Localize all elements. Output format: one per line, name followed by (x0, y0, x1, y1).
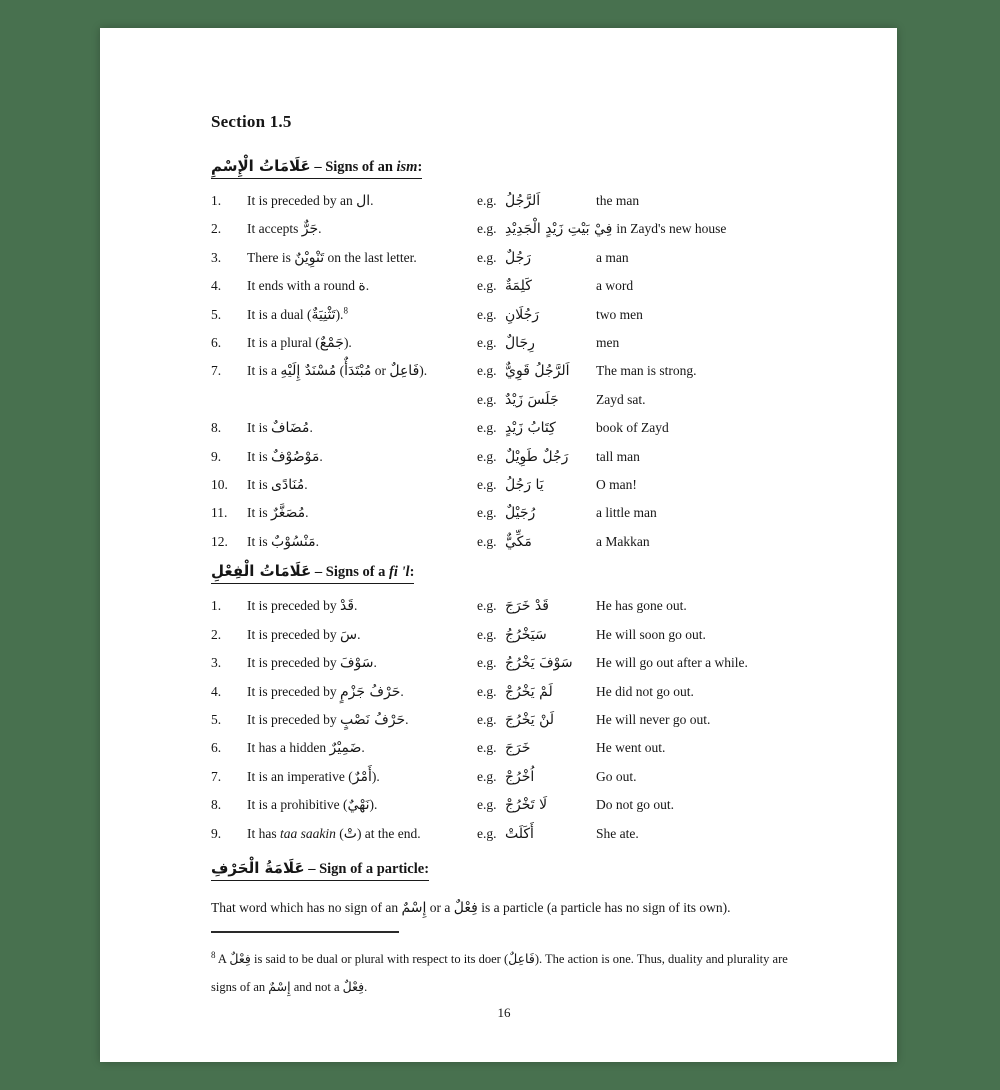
eg-label: e.g. (477, 306, 497, 322)
arabic-example (505, 528, 596, 556)
item-number: 6. (211, 335, 222, 351)
item-number: 11. (211, 505, 228, 521)
table-row (211, 763, 797, 791)
item-number: 9. (211, 825, 222, 841)
item-description: It is an imperative (أَمْرٌ). (247, 768, 380, 785)
eg-label: e.g. (477, 768, 497, 784)
item-description: It is preceded by an ال. (247, 193, 374, 209)
table-row (211, 443, 797, 471)
item-description: It is preceded by سَوْفَ. (247, 655, 377, 672)
page-number: 16 (497, 1004, 511, 1020)
arabic-text: مَوْصُوْفٌ (271, 448, 320, 465)
arabic-example (505, 621, 596, 649)
arabic-text: لَنْ يَخْرُجَ (505, 711, 555, 728)
table-row (211, 734, 797, 762)
item-number: 7. (211, 768, 222, 784)
arabic-example (505, 443, 596, 471)
eg-label: e.g. (477, 825, 497, 841)
item-description: It is مُضَافٌ. (247, 420, 313, 437)
arabic-text: مَنْسُوْبٌ (271, 533, 316, 550)
arabic-text: فَاعِلٌ (389, 363, 420, 380)
item-number: 7. (211, 363, 222, 379)
table-row (211, 791, 797, 819)
arabic-text: سَ (339, 626, 358, 643)
eg-label: e.g. (477, 278, 497, 294)
item-description: It is مَوْصُوْفٌ. (247, 448, 323, 465)
arabic-text: مُبْتَدَأٌ (344, 363, 372, 380)
eg-label: e.g. (477, 533, 497, 549)
item-number: 5. (211, 306, 222, 322)
arabic-text: قَدْ (339, 598, 355, 615)
table-row (211, 272, 797, 300)
item-description: It accepts جَرٌّ. (247, 221, 322, 238)
translation: a word (596, 278, 634, 294)
arabic-text: رُجَيْلٌ (505, 505, 536, 522)
arabic-text: اُخْرُجْ (505, 768, 535, 785)
translation: in Zayd's new house (616, 221, 727, 237)
sections (211, 157, 797, 848)
item-description: It ends with a round ة. (247, 278, 370, 295)
eg-label: e.g. (477, 193, 497, 208)
translation: Do not go out. (596, 797, 675, 813)
arabic-example (505, 820, 596, 848)
item-description: It has a hidden ضَمِيْرٌ. (247, 740, 365, 757)
translation: Zayd sat. (596, 391, 646, 407)
item-number: 12. (211, 533, 228, 549)
arabic-text: سَوْفَ (339, 655, 374, 672)
item-number: 4. (211, 278, 222, 294)
arabic-text: تَثْنِيَةٌ (311, 306, 336, 323)
translation: two men (596, 306, 643, 322)
eg-label: e.g. (477, 626, 497, 642)
arabic-example (505, 678, 596, 706)
eg-label: e.g. (477, 655, 497, 671)
arabic-text: خَرَجَ (505, 740, 531, 757)
arabic-text: أَكَلَتْ (505, 825, 534, 842)
arabic-text: فِعْلٌ (342, 978, 365, 994)
list-section (211, 157, 797, 556)
item-number: 3. (211, 655, 222, 671)
item-description: It is a dual (تَثْنِيَةٌ).$^8$ (247, 305, 348, 323)
arabic-text: رَجُلَانِ (505, 306, 540, 323)
eg-label: e.g. (477, 249, 497, 265)
table-row (211, 187, 797, 215)
arabic-example (505, 386, 596, 414)
table-row (211, 471, 797, 499)
particle-section (211, 848, 797, 922)
footnote (211, 931, 797, 1001)
page-title: Section 1.5 (211, 112, 292, 131)
arabic-example (505, 272, 596, 300)
item-description: It is preceded by حَرْفُ جَزْمٍ. (247, 683, 404, 700)
eg-label: e.g. (477, 740, 497, 756)
table-row (211, 678, 797, 706)
arabic-text: عَلَامَةُ الْحَرْفِ (211, 858, 305, 877)
arabic-example (505, 329, 596, 357)
arabic-text: يَا رَجُلُ (505, 477, 544, 494)
table-row (211, 499, 797, 527)
translation: He went out. (596, 740, 666, 756)
item-number: 4. (211, 683, 222, 699)
eg-label: e.g. (477, 391, 497, 407)
arabic-text: تْ (343, 825, 357, 842)
translation: The man is strong. (596, 363, 697, 379)
arabic-text: جَرٌّ (301, 221, 319, 238)
item-description: There is تَنْوِيْنٌ on the last letter. (247, 249, 417, 266)
arabic-text: مُضَافٌ (271, 420, 310, 437)
table-row (211, 357, 797, 385)
arabic-text: كَلِمَةٌ (505, 278, 532, 295)
item-description: It is مَنْسُوْبٌ. (247, 533, 320, 550)
arabic-text: عَلَامَاتُ الْفِعْلِ (211, 562, 312, 581)
table-row (211, 592, 797, 620)
arabic-text: لَمْ يَخْرُجْ (505, 683, 553, 700)
arabic-text: نَهْيٌ (347, 797, 370, 814)
translation: the man (596, 193, 640, 208)
arabic-example (505, 649, 596, 677)
arabic-text: ضَمِيْرٌ (329, 740, 362, 757)
table-row (211, 621, 797, 649)
arabic-text: مُسْنَدٌ إِلَيْهِ (280, 363, 337, 380)
eg-label: e.g. (477, 420, 497, 436)
arabic-example (505, 471, 596, 499)
arabic-text: حَرْفُ نَصْبٍ (339, 711, 406, 728)
arabic-text: اَلرَّجُلُ (505, 193, 541, 209)
item-number: 1. (211, 193, 222, 208)
translation: Go out. (596, 768, 637, 784)
translation: He has gone out. (596, 598, 687, 614)
footnote-divider (211, 931, 399, 933)
item-description (247, 386, 477, 414)
table-row (211, 244, 797, 272)
arabic-text: رَجُلٌ (505, 249, 532, 266)
item-description: It is preceded by حَرْفُ نَصْبٍ. (247, 711, 409, 728)
eg-label: e.g. (477, 683, 497, 699)
arabic-example (505, 499, 596, 527)
arabic-text: سَوْفَ يَخْرُجُ (505, 655, 573, 672)
item-description: It is مُنَادًى. (247, 477, 308, 494)
arabic-text: إِسْمٌ (401, 899, 427, 916)
item-number: 5. (211, 711, 222, 727)
arabic-text: سَيَخْرُجُ (505, 626, 547, 643)
arabic-text: فِيْ بَيْتِ زَيْدٍ الْجَدِيْدِ (505, 221, 613, 238)
arabic-text: قَدْ خَرَجَ (505, 598, 549, 615)
arabic-example (505, 414, 596, 442)
eg-label: e.g. (477, 711, 497, 727)
eg-label: e.g. (477, 448, 497, 464)
item-number: 8. (211, 797, 222, 813)
arabic-example (505, 592, 596, 620)
item-description: It is a مُسْنَدٌ إِلَيْهِ (مُبْتَدَأٌ or فَاعِلٌ). (247, 363, 428, 380)
item-description: It has taa saakin (تْ) at the end. (247, 825, 421, 842)
translation: He did not go out. (596, 683, 694, 699)
section-heading: عَلَامَاتُ الْفِعْلِ – Signs of a fi 'l: (211, 562, 414, 584)
table-row (211, 386, 797, 414)
arabic-example (505, 357, 596, 385)
arabic-text: حَرْفُ جَزْمٍ (339, 683, 401, 700)
arabic-text: فِعْلٌ (229, 950, 251, 966)
table-row (211, 215, 797, 243)
translation: O man! (596, 477, 637, 493)
arabic-example (505, 215, 616, 243)
item-description: It is a prohibitive (نَهْيٌ). (247, 797, 378, 814)
translation: He will never go out. (596, 711, 711, 727)
arabic-example (505, 706, 596, 734)
table-row (211, 706, 797, 734)
translation: a little man (596, 505, 657, 521)
footnote-text: $^8$ A فِعْلٌ is said to be dual or plural with respect to its doer (فَاعِلٌ). The action is one. Thus, duality and plurality are signs of an إِسْمٌ and not a فِعْلٌ. (211, 949, 788, 994)
table-row (211, 414, 797, 442)
table-row (211, 649, 797, 677)
arabic-text: جَلَسَ زَيْدٌ (505, 391, 559, 408)
item-description: It is مُصَغَّرٌ. (247, 505, 309, 522)
item-number: 6. (211, 740, 222, 756)
item-number: 9. (211, 448, 222, 464)
item-number: 10. (211, 477, 228, 493)
arabic-text: فِعْلٌ (453, 899, 478, 916)
eg-label: e.g. (477, 363, 497, 379)
table-row (211, 528, 797, 556)
arabic-example (505, 301, 596, 329)
item-number: 3. (211, 249, 222, 265)
book-page (100, 28, 897, 1062)
item-number: 1. (211, 598, 222, 614)
list-section (211, 556, 797, 848)
arabic-text: فَاعِلٌ (508, 950, 535, 966)
translation: She ate. (596, 825, 639, 841)
eg-label: e.g. (477, 335, 497, 351)
table-row (211, 329, 797, 357)
arabic-example (505, 734, 596, 762)
translation: a man (596, 249, 629, 265)
item-number: 8. (211, 420, 222, 436)
arabic-example (505, 763, 596, 791)
sign-list (211, 592, 797, 848)
translation: tall man (596, 448, 640, 464)
section-heading: عَلَامَةُ الْحَرْفِ – Sign of a particle: (211, 859, 429, 881)
arabic-text: جَمْعٌ (319, 335, 344, 352)
eg-label: e.g. (477, 505, 497, 521)
eg-label: e.g. (477, 797, 497, 813)
item-description: It is preceded by قَدْ. (247, 598, 358, 615)
arabic-text: عَلَامَاتُ الْإِسْمِ (211, 157, 311, 175)
translation: a Makkan (596, 533, 650, 549)
arabic-example (505, 791, 596, 819)
arabic-text: مَكِّيٌّ (505, 533, 532, 550)
translation: men (596, 335, 620, 351)
arabic-text: مُنَادًى (271, 477, 305, 494)
translation: He will soon go out. (596, 626, 706, 642)
item-number: 2. (211, 221, 222, 237)
eg-label: e.g. (477, 477, 497, 493)
sign-list (211, 187, 797, 556)
table-row (211, 820, 797, 848)
arabic-text: رِجَالٌ (505, 335, 535, 352)
eg-label: e.g. (477, 221, 497, 237)
arabic-text: اَلرَّجُلُ قَوِيٌّ (505, 363, 570, 380)
item-number (211, 386, 247, 414)
eg-label: e.g. (477, 598, 497, 614)
arabic-text: إِسْمٌ (268, 978, 291, 994)
translation: He will go out after a while. (596, 655, 748, 671)
arabic-text: مُصَغَّرٌ (271, 505, 306, 522)
item-number: 2. (211, 626, 222, 642)
arabic-text: ة (358, 278, 366, 295)
arabic-example (505, 187, 596, 215)
section-heading: عَلَامَاتُ الْإِسْمِ – Signs of an ism: (211, 157, 422, 179)
table-row (211, 301, 797, 329)
arabic-text: أَمْرٌ (352, 768, 372, 785)
arabic-text: تَنْوِيْنٌ (294, 249, 325, 266)
arabic-text: ال (356, 193, 371, 209)
arabic-text: كِتَابُ زَيْدٍ (505, 420, 556, 437)
item-description: It is a plural (جَمْعٌ). (247, 335, 352, 352)
translation: book of Zayd (596, 420, 669, 436)
arabic-text: رَجُلٌ طَوِيْلٌ (505, 448, 569, 465)
particle-paragraph: That word which has no sign of an إِسْمٌ or a فِعْلٌ is a particle (a particle has no sign of its own). (211, 899, 731, 916)
item-description: It is preceded by سَ. (247, 626, 361, 643)
arabic-example (505, 244, 596, 272)
arabic-text: لَا تَخْرُجْ (505, 797, 548, 814)
